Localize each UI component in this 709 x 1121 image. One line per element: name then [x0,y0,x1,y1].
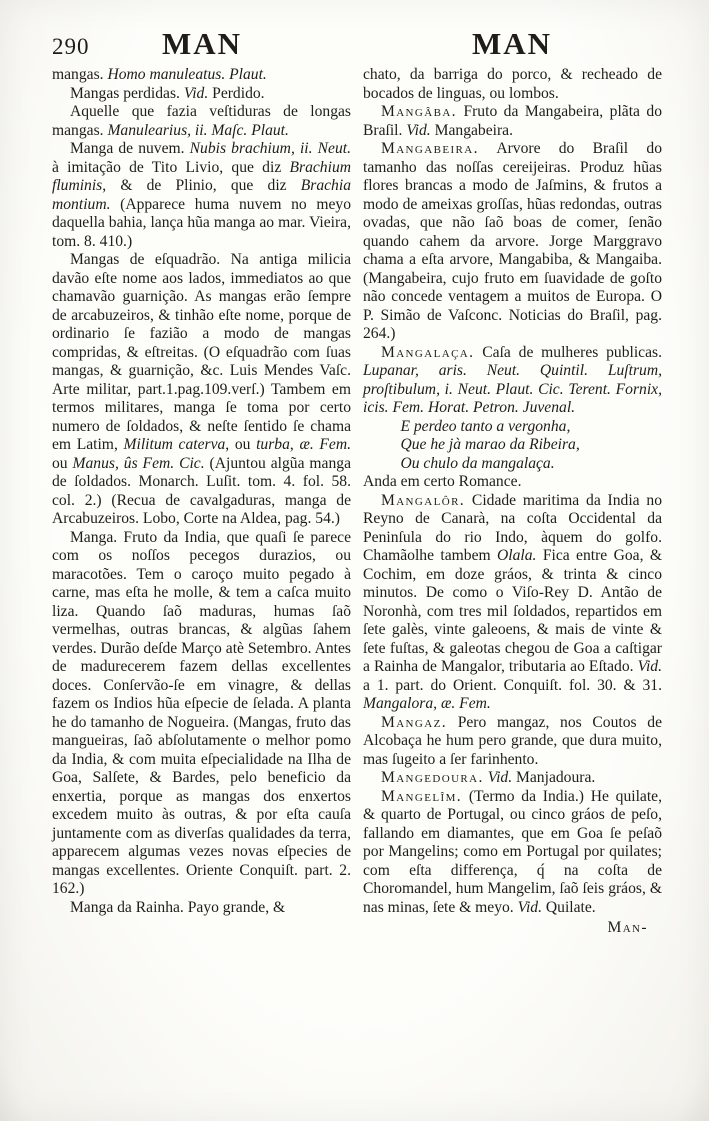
text-segment: mangas. [52,66,108,83]
right-column-text [363,66,662,917]
text-segment: Mangaz. [380,713,448,731]
paragraph [52,251,351,529]
paragraph [363,66,662,103]
text-segment: Quilate. [542,898,596,916]
text-segment: Mangelîm. [380,787,463,805]
text-segment: Manga. Fruto da India, que quaſi ſe parece com os noſſos pecegos durazios, ou maracotões. Tem o caroço muito pegado à carne, mas eſta he molle, & tem a caſca muito liza. Quando ſaõ maduras, humas ſaõ vermelhas, outras brancas, & algũas ſahem verdes. Durão deſde Março atè Setembro. Antes de madurecerem fazem dellas excellentes doces. Conſervão-ſe em vinagre, & dellas fazem os Indios hũa eſpecie de ſelada. A planta he do tamanho de Nogueira. (Mangas, fruto das mangueiras, ſaõ abſolutamente o melhor pomo da India, & com muita eſpecialidade na Ilha de Goa, Salſete, & Bardes, pelo beneficio da enxertia, porque as mangas dos enxertos excedem muito às outras, & por eſta cauſa juntamente com as diverſas qualidades da terra, apparecem algumas vezes novas eſpecies de mangas excellentes. Oriente Conquiſt. part. 2. 162.) [52,528,351,897]
text-segment: Caſa de mulheres publicas. [474,343,662,361]
text-segment: Mangâba. [380,103,457,120]
text-segment: Ou chulo da mangalaça. [400,454,555,472]
page-header [0,0,709,66]
text-segment: Lupanar, aris. Neut. Quintil. Luſtrum, proſtibulum, i. Neut. Plaut. Cic. Terent. Fornix, icis. Fem. Horat. Petron. Juvenal. [363,362,662,416]
text-segment: Vid. [406,121,431,139]
text-segment: Manulearius, ii. Maſc. Plaut. [107,121,289,139]
paragraph [400,455,662,474]
paragraph [363,473,662,492]
paragraph [400,436,662,455]
text-segment: Mangas perdidas. [69,84,184,102]
running-head-right: MAN [471,26,553,61]
text-segment: , ou [225,436,257,453]
text-segment: Mangalora, æ. Fem. [363,695,491,712]
text-segment: (Termo da India.) He quilate, & quarto de Portugal, ou cinco gráos de peſo, fallando em diamantes, que em Goa ſe peſaõ por Mangelins; como em Portugal por quilates; com eſta differença, q́ na coſta de Choromandel, hum Mangelim, ſaõ ſeis gráos, & nas minas, ſete & meyo. [363,787,662,916]
right-column [363,66,662,938]
paragraph [363,344,662,418]
paragraph [52,529,351,899]
text-segment: Mangedoura. [380,769,484,786]
text-segment: turba [256,436,290,453]
paragraph [400,418,662,437]
text-segment: Manus, ûs Fem. Cic. [72,454,205,472]
paragraph [363,714,662,770]
text-segment: Homo manuleatus. Plaut. [107,66,267,83]
paragraph [363,769,662,788]
text-segment: Mangalôr. [380,491,466,509]
text-segment: Arvore do Braſil do tamanho das noſſas cereijeiras. Produz hũas flores brancas a modo de Jaſmins, & frutos a modo de ameixas groſſas, hũas redondas, outras ovadas, que não ſaõ boas de comer, ſenão quando cahem da arvore. Jorge Marggravo chama a eſta arvore, Mangabiba, & Mangaiba. (Mangabeira, cujo fruto em ſuavidade de goſto não concede ventagem a muitos de Europa. O P. Simão de Vaſconc. Noticias do Braſil, pag. 264.) [363,140,662,342]
left-column [52,66,351,938]
paragraph [363,140,662,344]
text-segment: Pero mangaz, nos Coutos de Alcobaça he hum pero grande, que dura muito, mas ſugeito a ſer farinhento. [363,713,662,768]
text-segment: Olala. [497,547,537,564]
text-segment: Manga da Rainha. Payo grande, & [69,898,286,916]
text-segment: Aquelle que fazia veſtiduras de longas mangas. [52,103,351,139]
paragraph [363,492,662,714]
text-segment: Mangabeira. [430,121,513,139]
text-segment: Vid. [487,769,513,786]
text-segment: Nubis brachium, ii. Neut. [189,140,351,157]
running-head-left: MAN [161,26,243,61]
catchword: Man- [607,919,648,936]
text-segment: Mangas de eſquadrão. Na antiga milicia davão eſte nome aos lados, immediatos ao que chamavão guarnição. As mangas erão ſempre de arcabuzeiros, & tinhão eſte nome, porque de ordinario ſe fazião a modo de mangas compridas, & eſtreitas. (O eſquadrão com ſuas mangas, & guarnição, &c. Luis Mendes Vaſc. Arte militar, part.1.pag.109.verſ.) Tambem em termos militares, manga ſe toma por certo numero de ſoldados, & neſte ſentido ſe chama em Latim, [52,251,351,453]
text-segment: (Apparece huma nuvem no meyo daquella bahia, lança hũa manga ao mar. Vieira, tom. 8. 410.) [52,195,351,250]
text-segment: Cidade maritima da India no Reyno de Canarà, na coſta Occidental da Peninſula do rio Indo, àquem do golfo. Chamãolhe tambem [363,491,662,564]
text-segment: E perdeo tanto a vergonha, [400,417,571,435]
text-segment: Brachia montium. [52,177,351,213]
text-segment: Vid. [517,898,543,916]
text-segment: Mangabeira. [380,140,479,157]
text-segment: ou [52,454,73,472]
text-segment: Vid. [637,658,662,675]
paragraph [52,140,351,251]
text-segment: Perdido. [208,84,265,102]
text-segment: Vid. [183,84,209,102]
text-segment: Anda em certo Romance. [363,473,522,490]
text-columns [0,66,709,938]
paragraph [52,85,351,104]
text-segment: Brachium fluminis [52,158,351,194]
page-number: 290 [52,34,90,59]
text-segment: Mangalaça. [380,343,475,361]
text-segment: a 1. part. do Orient. Conquiſt. fol. 30. & 31. [363,676,662,694]
paragraph [52,899,351,918]
text-segment: Manjadoura. [512,769,596,786]
text-segment: , [289,436,300,453]
text-segment: chato, da barriga do porco, & recheado de bocados de linguas, ou lombos. [363,66,662,102]
paragraph [52,66,351,85]
text-segment: Fica entre Goa, & Cochim, em doze gráos, & trinta & cinco minutos. De como o Viſo-Rey D. Antão de Noronhà, com tres mil ſoldados, repartidos em ſete galès, vinte galeoens, & mais de vinte & ſete fuſtas, & galeotas chegou de Goa a caſtigar a Rainha de Mangalor, tributaria ao Eſtado. [363,547,662,675]
text-segment: Militum caterva [123,436,226,453]
text-segment: à imitação de Tito Livio, que diz [52,158,290,176]
text-segment: , & de Plinio, que diz [102,177,301,194]
text-segment: Que he jà marao da Ribeira, [400,436,580,453]
paragraph [363,103,662,140]
paragraph [363,788,662,918]
paragraph [52,103,351,140]
text-segment: æ. Fem. [299,436,351,453]
text-segment: Fruto da Mangabeira, plãta do Braſil. [363,103,662,139]
text-segment: Manga de nuvem. [69,140,190,157]
text-segment: (Ajuntou algũa manga de ſoldados. Monarch. Luſit. tom. 4. fol. 58. col. 2.) (Recua de cavalgaduras, manga de Arcabuzeiros. Lobo, Corte na Aldea, pag. 54.) [52,454,351,527]
